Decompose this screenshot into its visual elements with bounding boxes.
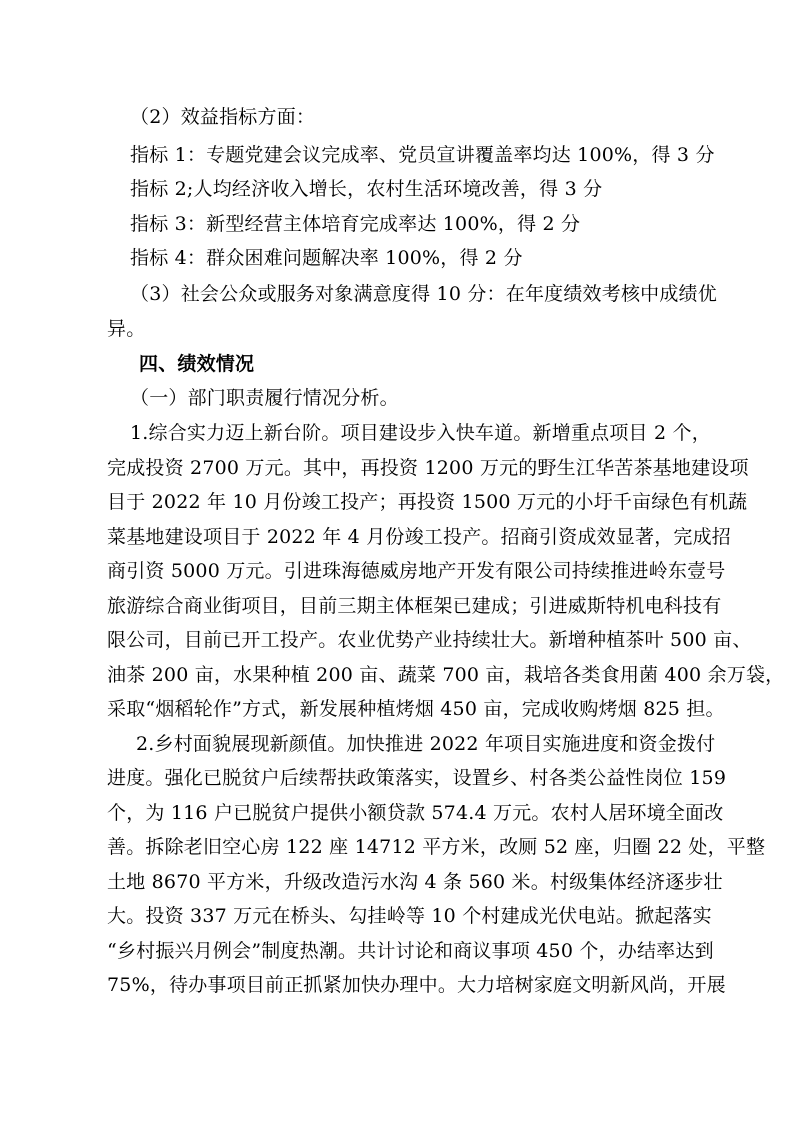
indicator-2: 指标 2;人均经济收入增长，农村生活环境改善，得 3 分 [130, 178, 603, 200]
paragraph-2-line-6: 大。投资 337 万元在桥头、勾挂岭等 10 个村建成光伏电站。掀起落实 [107, 905, 712, 927]
paragraph-2-line-2: 进度。强化已脱贫户后续帮扶政策落实，设置乡、村各类公益性岗位 159 [107, 767, 727, 789]
satisfaction-paragraph-line-2: 异。 [107, 318, 146, 340]
sub-item-benefit-indicators: （2）效益指标方面： [130, 106, 316, 128]
paragraph-1-line-2: 完成投资 2700 万元。其中，再投资 1200 万元的野生江华苦茶基地建设项 [107, 457, 749, 479]
paragraph-2-line-5: 土地 8670 平方米，升级改造污水沟 4 条 560 米。村级集体经济逐步壮 [107, 871, 723, 893]
subsection-heading: （一）部门职责履行情况分析。 [130, 387, 399, 409]
satisfaction-paragraph-line-1: （3）社会公众或服务对象满意度得 10 分：在年度绩效考核中成绩优 [130, 283, 717, 305]
paragraph-1-line-1: 1.综合实力迈上新台阶。项目建设步入快车道。新增重点项目 2 个， [130, 422, 711, 444]
paragraph-2-line-3: 个，为 116 户已脱贫户提供小额贷款 574.4 万元。农村人居环境全面改 [107, 802, 724, 824]
indicator-4: 指标 4：群众困难问题解决率 100%，得 2 分 [130, 247, 523, 269]
section-heading: 四、绩效情况 [139, 353, 255, 375]
paragraph-1-line-6: 旅游综合商业街项目，目前三期主体框架已建成；引进威斯特机电科技有 [107, 595, 722, 617]
paragraph-2-line-7: “乡村振兴月例会”制度热潮。共计讨论和商议事项 450 个，办结率达到 [107, 940, 714, 962]
paragraph-1-line-5: 商引资 5000 万元。引进珠海德威房地产开发有限公司持续推进岭东壹号 [107, 560, 726, 582]
paragraph-1-line-8: 油茶 200 亩，水果种植 200 亩、蔬菜 700 亩，栽培各类食用菌 400 余万袋， [107, 664, 785, 686]
paragraph-1-line-7: 限公司，目前已开工投产。农业优势产业持续壮大。新增种植茶叶 500 亩、 [107, 629, 752, 651]
paragraph-1-line-3: 目于 2022 年 10 月份竣工投产；再投资 1500 万元的小圩千亩绿色有机蔬 [107, 491, 748, 513]
paragraph-1-line-4: 菜基地建设项目于 2022 年 4 月份竣工投产。招商引资成效显著，完成招 [107, 526, 732, 548]
indicator-3: 指标 3：新型经营主体培育完成率达 100%，得 2 分 [130, 213, 581, 235]
paragraph-2-line-8: 75%，待办事项目前正抓紧加快办理中。大力培树家庭文明新风尚，开展 [107, 974, 726, 996]
paragraph-2-line-1: 2.乡村面貌展现新颜值。加快推进 2022 年项目实施进度和资金拨付 [136, 733, 716, 755]
indicator-1: 指标 1：专题党建会议完成率、党员宣讲覆盖率均达 100%，得 3 分 [130, 144, 715, 166]
paragraph-1-line-9: 采取“烟稻轮作”方式，新发展种植烤烟 450 亩，完成收购烤烟 825 担。 [107, 698, 725, 720]
paragraph-2-line-4: 善。拆除老旧空心房 122 座 14712 平方米，改厕 52 座，归圈 22 处，平整 [107, 836, 766, 858]
